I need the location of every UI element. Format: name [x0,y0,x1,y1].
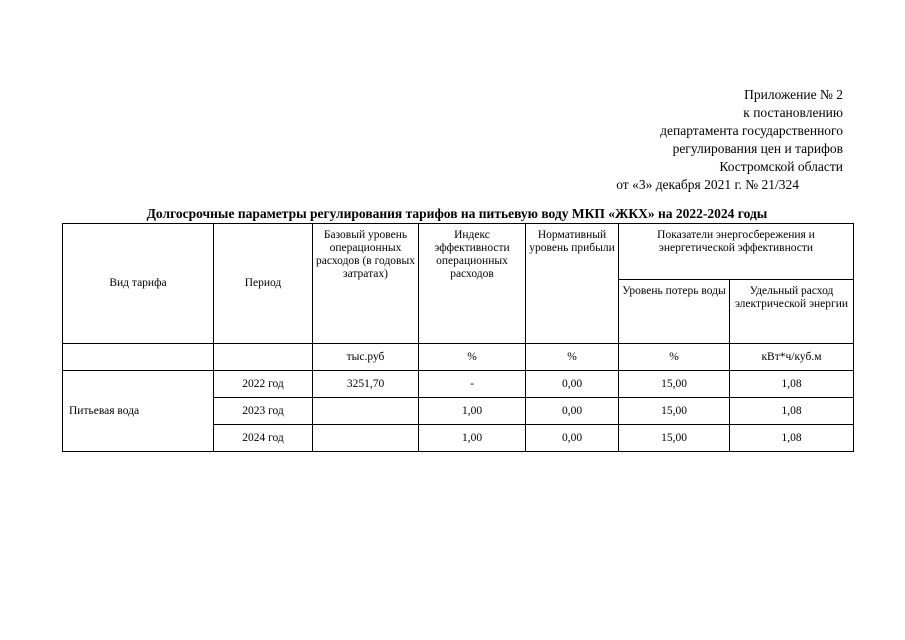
period-cell: 2022 год [214,371,313,398]
unit-water-losses: % [619,344,730,371]
normative-profit-cell: 0,00 [526,398,619,425]
water-losses-cell: 15,00 [619,371,730,398]
unit-normative-profit: % [526,344,619,371]
unit-electricity-rate: кВт*ч/куб.м [730,344,854,371]
annex-department-cont: регулирования цен и тарифов [672,141,843,156]
header-tariff-type: Вид тарифа [63,224,214,344]
normative-profit-cell: 0,00 [526,371,619,398]
header-period: Период [214,224,313,344]
electricity-rate-cell: 1,08 [730,398,854,425]
table-row [63,371,854,398]
water-losses-cell: 15,00 [619,398,730,425]
annex-date: от «3» декабря 2021 г. № 21/324 [616,177,799,192]
unit-empty [214,344,313,371]
base-costs-cell: 3251,70 [313,371,419,398]
normative-profit-cell: 0,00 [526,425,619,452]
base-costs-cell [313,425,419,452]
units-row [63,344,854,371]
tariff-parameters-table [62,223,854,452]
electricity-rate-cell: 1,08 [730,425,854,452]
water-losses-cell: 15,00 [619,425,730,452]
header-energy-group: Показатели энергосбережения и энергетической эффективности [619,224,854,280]
electricity-rate-cell: 1,08 [730,371,854,398]
annex-number: Приложение № 2 [744,87,843,102]
header-water-losses: Уровень потерь воды [619,280,730,344]
efficiency-index-cell: 1,00 [419,398,526,425]
base-costs-cell [313,398,419,425]
efficiency-index-cell: - [419,371,526,398]
header-efficiency-index: Индекс эффективности операционных расходов [419,224,526,344]
unit-empty [63,344,214,371]
annex-department: департамента государственного [660,123,843,138]
annex-region: Костромской области [719,159,843,174]
period-cell: 2024 год [214,425,313,452]
efficiency-index-cell: 1,00 [419,425,526,452]
header-normative-profit: Нормативный уровень прибыли [526,224,619,344]
period-cell: 2023 год [214,398,313,425]
unit-efficiency-index: % [419,344,526,371]
tariff-name-cell: Питьевая вода [63,371,214,452]
header-row [63,224,854,280]
annex-ref: к постановлению [743,105,843,120]
annex-header [443,86,843,194]
document-title: Долгосрочные параметры регулирования тарифов на питьевую воду МКП «ЖКХ» на 2022-2024 годы [146,206,768,221]
unit-base-costs: тыс.руб [313,344,419,371]
header-base-costs: Базовый уровень операционных расходов (в годовых затратах) [313,224,419,344]
header-electricity-rate: Удельный расход электрической энергии [730,280,854,344]
